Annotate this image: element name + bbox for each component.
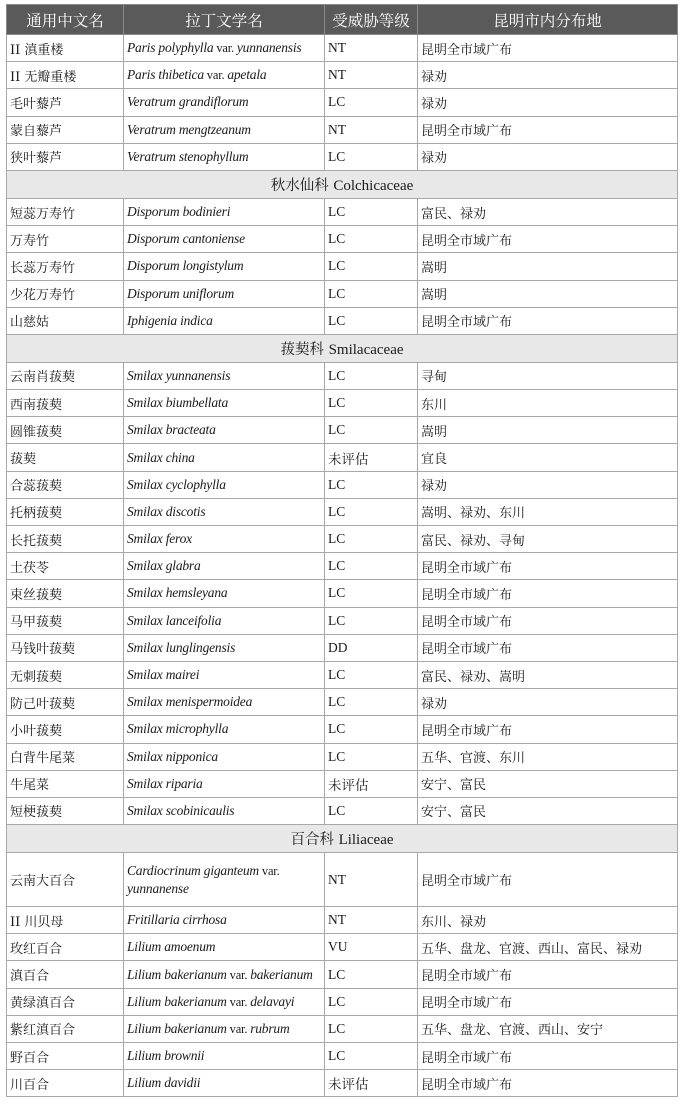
latin-name-cell — [124, 362, 325, 389]
family-latin-name: Smilacaceae — [328, 341, 404, 358]
threat-status-cell: LC — [325, 143, 418, 170]
family-chinese-name: 菝葜科 — [280, 341, 324, 358]
family-chinese-name: 百合科 — [290, 832, 334, 849]
distribution-cell: 昆明全市域广布 — [418, 553, 678, 580]
table-row — [7, 770, 678, 797]
chinese-name-cell: II 无瓣重楼 — [7, 62, 124, 89]
threat-status-cell: LC — [325, 661, 418, 688]
latin-name-part: Smilax yunnanensis — [127, 367, 231, 383]
chinese-name-cell: II 滇重楼 — [7, 35, 124, 62]
chinese-name-cell: 菝葜 — [7, 444, 124, 471]
family-section-row — [7, 170, 678, 198]
family-latin-name: Colchicaceae — [333, 177, 414, 194]
table-row — [7, 689, 678, 716]
threat-status-cell: LC — [325, 988, 418, 1015]
chinese-name-cell: 万寿竹 — [7, 226, 124, 253]
chinese-name-cell: 束丝菝葜 — [7, 580, 124, 607]
table-row — [7, 62, 678, 89]
table-row — [7, 417, 678, 444]
table-row — [7, 226, 678, 253]
chinese-name-cell: 紫红滇百合 — [7, 1015, 124, 1042]
threat-status-cell: LC — [325, 961, 418, 988]
latin-name-cell — [124, 253, 325, 280]
threat-status-cell: 未评估 — [325, 770, 418, 797]
table-row — [7, 634, 678, 661]
latin-name-part: Disporum longistylum — [127, 258, 244, 274]
table-row — [7, 988, 678, 1015]
chinese-name-cell: 长蕊万寿竹 — [7, 253, 124, 280]
latin-name-cell — [124, 444, 325, 471]
latin-name-cell — [124, 198, 325, 225]
threat-status-cell: LC — [325, 362, 418, 389]
threat-status-cell: 未评估 — [325, 444, 418, 471]
table-row — [7, 580, 678, 607]
distribution-cell: 昆明全市域广布 — [418, 1070, 678, 1097]
family-heading — [7, 334, 678, 362]
table-row — [7, 607, 678, 634]
chinese-name-cell: 野百合 — [7, 1043, 124, 1070]
latin-name-cell — [124, 62, 325, 89]
threat-status-cell: LC — [325, 498, 418, 525]
latin-name-cell — [124, 743, 325, 770]
distribution-cell: 昆明全市域广布 — [418, 116, 678, 143]
chinese-name-cell: 少花万寿竹 — [7, 280, 124, 307]
threat-status-cell: NT — [325, 116, 418, 143]
chinese-name-cell: 无刺菝葜 — [7, 661, 124, 688]
threat-status-cell: LC — [325, 553, 418, 580]
chinese-name-cell: 小叶菝葜 — [7, 716, 124, 743]
header-latin-name: 拉丁文学名 — [124, 5, 325, 35]
latin-name-cell — [124, 553, 325, 580]
table-row — [7, 280, 678, 307]
threat-status-cell: DD — [325, 634, 418, 661]
latin-name-cell — [124, 607, 325, 634]
table-row — [7, 1043, 678, 1070]
table-row — [7, 907, 678, 934]
latin-name-part: Smilax lanceifolia — [127, 612, 222, 628]
latin-name-cell — [124, 934, 325, 961]
table-row — [7, 116, 678, 143]
distribution-cell: 寻甸 — [418, 362, 678, 389]
distribution-cell: 昆明全市域广布 — [418, 226, 678, 253]
latin-name-cell — [124, 988, 325, 1015]
distribution-cell: 昆明全市域广布 — [418, 961, 678, 988]
distribution-cell: 昆明全市域广布 — [418, 716, 678, 743]
latin-name-part: Smilax riparia — [127, 775, 203, 791]
threat-status-cell: LC — [325, 689, 418, 716]
latin-name-part: Veratrum grandiflorum — [127, 94, 249, 110]
chinese-name-cell: 圆锥菝葜 — [7, 417, 124, 444]
distribution-cell: 东川、禄劝 — [418, 907, 678, 934]
table-row — [7, 1015, 678, 1042]
header-distribution: 昆明市内分布地 — [418, 5, 678, 35]
threat-status-cell: LC — [325, 417, 418, 444]
table-row — [7, 526, 678, 553]
latin-name-part: Paris polyphylla — [127, 40, 214, 56]
threat-status-cell: LC — [325, 89, 418, 116]
latin-name-cell — [124, 143, 325, 170]
threat-status-cell: LC — [325, 471, 418, 498]
table-row — [7, 35, 678, 62]
threat-status-cell: NT — [325, 907, 418, 934]
threat-status-cell: LC — [325, 526, 418, 553]
chinese-name-cell: 玫红百合 — [7, 934, 124, 961]
distribution-cell: 嵩明 — [418, 280, 678, 307]
chinese-name-cell: 山慈姑 — [7, 307, 124, 334]
table-row — [7, 143, 678, 170]
threat-status-cell: NT — [325, 62, 418, 89]
latin-name-part: Lilium bakerianum — [127, 1020, 227, 1036]
distribution-cell: 昆明全市域广布 — [418, 307, 678, 334]
table-row — [7, 89, 678, 116]
latin-name-cell — [124, 417, 325, 444]
latin-name-cell — [124, 471, 325, 498]
table-row — [7, 961, 678, 988]
latin-name-cell — [124, 116, 325, 143]
latin-name-part: Smilax menispermoidea — [127, 694, 253, 710]
family-chinese-name: 秋水仙科 — [270, 177, 329, 194]
latin-name-part: delavayi — [250, 993, 295, 1009]
distribution-cell: 昆明全市域广布 — [418, 1043, 678, 1070]
latin-name-part: yunnanensis — [236, 40, 302, 56]
chinese-name-cell: 毛叶藜芦 — [7, 89, 124, 116]
chinese-name-cell: 合蕊菝葜 — [7, 471, 124, 498]
family-section-row — [7, 825, 678, 853]
chinese-name-cell: 西南菝葜 — [7, 390, 124, 417]
chinese-name-cell: 黄绿滇百合 — [7, 988, 124, 1015]
threat-status-cell: 未评估 — [325, 1070, 418, 1097]
latin-name-part: Lilium amoenum — [127, 939, 216, 955]
threat-status-cell: LC — [325, 743, 418, 770]
table-row — [7, 471, 678, 498]
threat-status-cell: LC — [325, 1015, 418, 1042]
table-row — [7, 253, 678, 280]
table-row — [7, 390, 678, 417]
distribution-cell: 昆明全市域广布 — [418, 988, 678, 1015]
chinese-name-cell: 土茯苓 — [7, 553, 124, 580]
header-row — [7, 5, 678, 35]
latin-name-part: Smilax mairei — [127, 667, 200, 683]
table-body — [7, 35, 678, 1097]
distribution-cell: 东川 — [418, 390, 678, 417]
latin-name-cell — [124, 1043, 325, 1070]
distribution-cell: 禄劝 — [418, 689, 678, 716]
rank-abbrev: var. — [203, 68, 228, 83]
table-row — [7, 853, 678, 907]
chinese-name-cell: 蒙自藜芦 — [7, 116, 124, 143]
distribution-cell: 富民、禄劝 — [418, 198, 678, 225]
latin-name-part: Paris thibetica — [127, 67, 204, 83]
latin-name-part: Lilium brownii — [127, 1048, 205, 1064]
rank-abbrev: var. — [226, 1021, 251, 1036]
rank-abbrev: var. — [258, 864, 280, 879]
distribution-cell: 禄劝 — [418, 62, 678, 89]
latin-name-cell — [124, 853, 325, 907]
threat-status-cell: NT — [325, 853, 418, 907]
latin-name-cell — [124, 526, 325, 553]
chinese-name-cell: 川百合 — [7, 1070, 124, 1097]
latin-name-cell — [124, 770, 325, 797]
rank-abbrev: var. — [226, 967, 251, 982]
latin-name-part: Smilax china — [127, 449, 195, 465]
latin-name-part: Smilax nipponica — [127, 748, 218, 764]
threat-status-cell: LC — [325, 253, 418, 280]
chinese-name-cell: 云南肖菝葜 — [7, 362, 124, 389]
latin-name-part: Iphigenia indica — [127, 312, 213, 328]
latin-name-part: Smilax hemsleyana — [127, 585, 228, 601]
latin-name-part: Smilax biumbellata — [127, 395, 229, 411]
chinese-name-cell: 短蕊万寿竹 — [7, 198, 124, 225]
latin-name-cell — [124, 716, 325, 743]
rank-abbrev: var. — [226, 994, 251, 1009]
distribution-cell: 嵩明、禄劝、东川 — [418, 498, 678, 525]
latin-name-cell — [124, 280, 325, 307]
threat-status-cell: LC — [325, 580, 418, 607]
distribution-cell: 昆明全市域广布 — [418, 634, 678, 661]
latin-name-part: Lilium bakerianum — [127, 966, 227, 982]
threat-status-cell: LC — [325, 1043, 418, 1070]
latin-name-part: Disporum cantoniense — [127, 231, 245, 247]
latin-name-part: Veratrum mengtzeanum — [127, 121, 251, 137]
distribution-cell: 宜良 — [418, 444, 678, 471]
rank-abbrev: var. — [213, 41, 237, 56]
chinese-name-cell: 防己叶菝葜 — [7, 689, 124, 716]
latin-name-cell — [124, 35, 325, 62]
latin-name-part: Fritillaria cirrhosa — [127, 912, 227, 928]
table-row — [7, 444, 678, 471]
family-section-row — [7, 334, 678, 362]
chinese-name-cell: 滇百合 — [7, 961, 124, 988]
chinese-name-cell: 牛尾菜 — [7, 770, 124, 797]
threat-status-cell: LC — [325, 797, 418, 824]
family-heading — [7, 825, 678, 853]
threat-status-cell: LC — [325, 198, 418, 225]
distribution-cell: 安宁、富民 — [418, 770, 678, 797]
chinese-name-cell: 托柄菝葜 — [7, 498, 124, 525]
latin-name-part: Veratrum stenophyllum — [127, 148, 249, 164]
latin-name-part: Smilax cyclophylla — [127, 476, 226, 492]
distribution-cell: 昆明全市域广布 — [418, 607, 678, 634]
family-heading — [7, 170, 678, 198]
threat-status-cell: LC — [325, 226, 418, 253]
latin-name-cell — [124, 689, 325, 716]
latin-name-cell — [124, 907, 325, 934]
table-row — [7, 553, 678, 580]
distribution-cell: 富民、禄劝、寻甸 — [418, 526, 678, 553]
latin-name-part: Cardiocrinum giganteum — [127, 863, 259, 879]
distribution-cell: 禄劝 — [418, 471, 678, 498]
threat-status-cell: LC — [325, 390, 418, 417]
latin-name-part: yunnanense — [127, 881, 189, 897]
distribution-cell: 禄劝 — [418, 143, 678, 170]
latin-name-part: Lilium davidii — [127, 1075, 201, 1091]
table-row — [7, 498, 678, 525]
latin-name-part: Smilax glabra — [127, 558, 201, 574]
chinese-name-cell: 狭叶藜芦 — [7, 143, 124, 170]
header-threat-level: 受威胁等级 — [325, 5, 418, 35]
distribution-cell: 嵩明 — [418, 253, 678, 280]
latin-name-cell — [124, 89, 325, 116]
table-row — [7, 362, 678, 389]
latin-name-cell — [124, 961, 325, 988]
latin-name-part: bakerianum — [250, 966, 313, 982]
distribution-cell: 富民、禄劝、嵩明 — [418, 661, 678, 688]
table-row — [7, 797, 678, 824]
table-row — [7, 716, 678, 743]
family-latin-name: Liliaceae — [338, 832, 394, 849]
distribution-cell: 昆明全市域广布 — [418, 35, 678, 62]
latin-name-part: apetala — [227, 67, 267, 83]
latin-name-part: Disporum bodinieri — [127, 204, 231, 220]
header-chinese-name: 通用中文名 — [7, 5, 124, 35]
latin-name-part: Smilax microphylla — [127, 721, 229, 737]
chinese-name-cell: 马钱叶菝葜 — [7, 634, 124, 661]
threat-status-cell: VU — [325, 934, 418, 961]
chinese-name-cell: 云南大百合 — [7, 853, 124, 907]
latin-name-cell — [124, 390, 325, 417]
distribution-cell: 禄劝 — [418, 89, 678, 116]
distribution-cell: 安宁、富民 — [418, 797, 678, 824]
threat-status-cell: LC — [325, 280, 418, 307]
table-row — [7, 743, 678, 770]
latin-name-part: Lilium bakerianum — [127, 993, 227, 1009]
distribution-cell: 嵩明 — [418, 417, 678, 444]
threat-status-cell: NT — [325, 35, 418, 62]
threat-status-cell: LC — [325, 307, 418, 334]
chinese-name-cell: 马甲菝葜 — [7, 607, 124, 634]
table-row — [7, 198, 678, 225]
distribution-cell: 五华、盘龙、官渡、西山、安宁 — [418, 1015, 678, 1042]
latin-name-cell — [124, 661, 325, 688]
latin-name-part: rubrum — [250, 1020, 290, 1036]
latin-name-cell — [124, 797, 325, 824]
latin-name-part: Smilax bracteata — [127, 422, 216, 438]
table-row — [7, 661, 678, 688]
chinese-name-cell: 长托菝葜 — [7, 526, 124, 553]
distribution-cell: 五华、官渡、东川 — [418, 743, 678, 770]
latin-name-cell — [124, 498, 325, 525]
latin-name-part: Disporum uniflorum — [127, 285, 235, 301]
latin-name-cell — [124, 1015, 325, 1042]
chinese-name-cell: 短梗菝葜 — [7, 797, 124, 824]
latin-name-cell — [124, 1070, 325, 1097]
latin-name-part: Smilax discotis — [127, 503, 206, 519]
latin-name-cell — [124, 226, 325, 253]
table-header — [7, 5, 678, 35]
chinese-name-cell: 白背牛尾菜 — [7, 743, 124, 770]
species-table — [6, 4, 678, 1097]
latin-name-part: Smilax scobinicaulis — [127, 802, 235, 818]
chinese-name-cell: II 川贝母 — [7, 907, 124, 934]
distribution-cell: 五华、盘龙、官渡、西山、富民、禄劝 — [418, 934, 678, 961]
threat-status-cell: LC — [325, 607, 418, 634]
latin-name-part: Smilax lunglingensis — [127, 639, 236, 655]
threat-status-cell: LC — [325, 716, 418, 743]
table-row — [7, 307, 678, 334]
latin-name-part: Smilax ferox — [127, 531, 192, 547]
distribution-cell: 昆明全市域广布 — [418, 853, 678, 907]
table-row — [7, 1070, 678, 1097]
distribution-cell: 昆明全市域广布 — [418, 580, 678, 607]
latin-name-cell — [124, 580, 325, 607]
latin-name-cell — [124, 307, 325, 334]
table-row — [7, 934, 678, 961]
latin-name-cell — [124, 634, 325, 661]
